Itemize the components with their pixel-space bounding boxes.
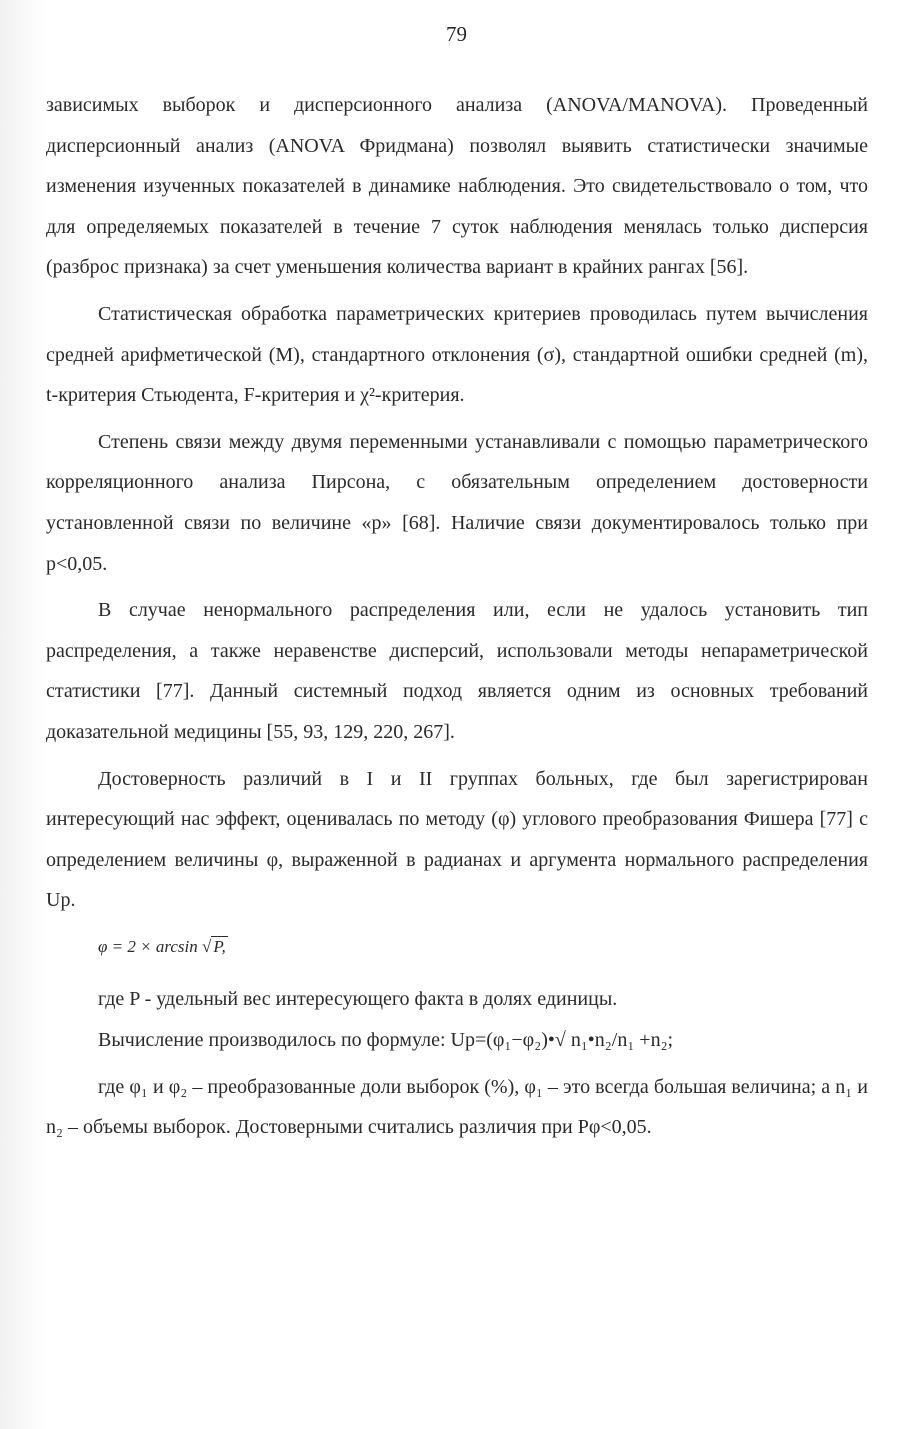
paragraph-4: В случае ненормального распределения или, если не удалось установить тип распределения, а также неравенстве дисперсий, использовали методы непараметрической статистики [77]. Данный системный подход является одним из основных требований доказательной медицины [55, 93, 129, 220, 267]. — [46, 599, 868, 743]
paragraph-5: Достоверность различий в I и II группах больных, где был зарегистрирован интересующий нас эффект, оценивалась по методу (φ) углового преобразования Фишера [77] с определением величины φ, выраженной в радианах и аргумента нормального распределения Up. — [46, 767, 868, 912]
phi-formula — [98, 927, 868, 968]
where-p-line: где P - удельный вес интересующего факта в долях единицы. — [98, 988, 618, 1011]
page-number: 79 — [446, 22, 467, 46]
paragraph-last: где φ₁ и φ₂ – преобразованные доли выборок (%), φ₁ – это всегда большая величина; а n₁ и n₂ – объемы выборок. Достоверными считались различия при Pφ<0,05. — [46, 1075, 868, 1139]
formula-lhs: φ = 2 × arcsin — [98, 936, 198, 956]
calc-formula-line: Вычисление производилось по формуле: Up=(φ₁−φ₂)•√ n₁•n₂/n₁ +n₂; — [98, 1029, 674, 1052]
body-text — [46, 85, 868, 1154]
paragraph-3: Степень связи между двумя переменными устанавливали с помощью параметрического корреляционного анализа Пирсона, с обязательным определением достоверности установленной связи по величине «p» [68]. Наличие связи документировалось только при p<0,05. — [46, 430, 868, 575]
scan-shadow — [0, 0, 46, 1429]
paragraph-2: Статистическая обработка параметрических критериев проводилась путем вычисления средней арифметической (M), стандартного отклонения (σ), стандартной ошибки средней (m), t-критерия Стьюдента, F-критерия и χ²-критерия. — [46, 302, 868, 407]
paragraph-1: зависимых выборок и дисперсионного анализа (ANOVA/MANOVA). Проведенный дисперсионный анализ (ANOVA Фридмана) позволял выявить статистически значимые изменения изученных показателей в динамике наблюдения. Это свидетельствовало о том, что для определяемых показателей в течение 7 суток наблюдения менялась только дисперсия (разброс признака) за счет уменьшения количества вариант в крайних рангах [56]. — [46, 94, 868, 279]
sqrt-icon: √ — [201, 936, 212, 956]
formula-arg: P, — [213, 936, 226, 956]
